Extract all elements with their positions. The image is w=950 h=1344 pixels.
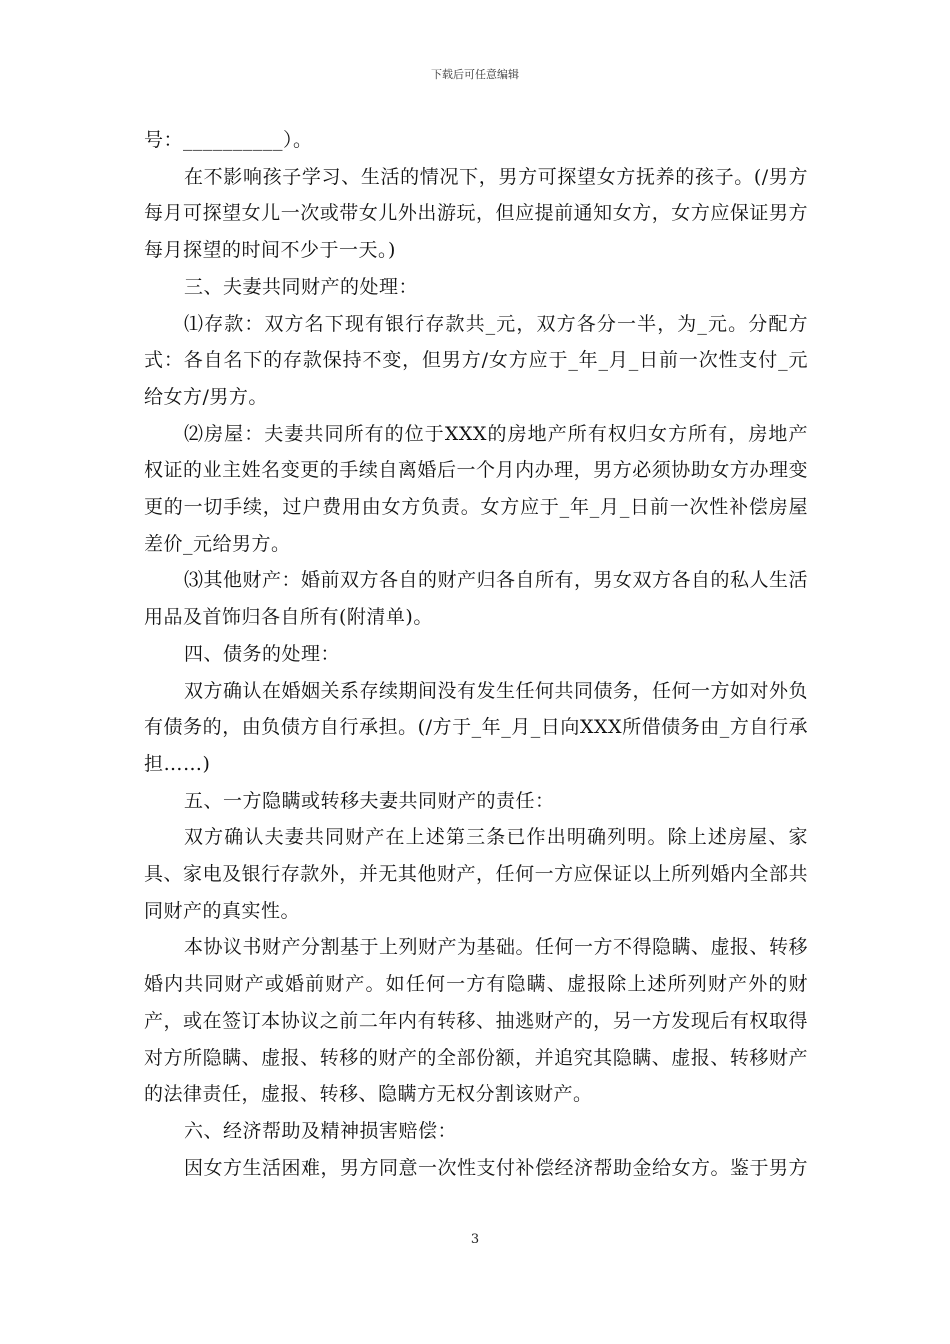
paragraph-savings: ⑴存款：双方名下现有银行存款共_元，双方各分一半，为_元。分配方式：各自名下的存款保持不变，但男方/女方应于_年_月_日前一次性支付_元给女方/男方。 <box>144 312 808 408</box>
section-heading-concealment: 五、一方隐瞒或转移夫妻共同财产的责任： <box>184 789 555 812</box>
page-number: 3 <box>470 1232 480 1247</box>
section-heading-debt: 四、债务的处理： <box>184 642 341 665</box>
page-header: 下载后可任意编辑 <box>431 68 519 81</box>
section-heading-property: 三、夫妻共同财产的处理： <box>184 275 419 298</box>
document-body <box>144 122 808 1186</box>
paragraph-property-confirmation: 双方确认夫妻共同财产在上述第三条已作出明确列明。除上述房屋、家具、家电及银行存款外，并无其他财产，任何一方应保证以上所列婚内全部共同财产的真实性。 <box>144 826 808 922</box>
paragraph-debt: 双方确认在婚姻关系存续期间没有发生任何共同债务，任何一方如对外负有债务的，由负债方自行承担。(/方于_年_月_日向XXX所借债务由_方自行承担……) <box>144 679 809 775</box>
paragraph-other-property: ⑶其他财产：婚前双方各自的财产归各自所有，男女双方各自的私人生活用品及首饰归各自所有(附清单)。 <box>144 569 809 629</box>
paragraph-visitation: 在不影响孩子学习、生活的情况下，男方可探望女方抚养的孩子。(/男方每月可探望女儿一次或带女儿外出游玩，但应提前通知女方，女方应保证男方每月探望的时间不少于一天。) <box>144 165 808 262</box>
paragraph-house: ⑵房屋：夫妻共同所有的位于XXX的房地产所有权归女方所有，房地产权证的业主姓名变更的手续自离婚后一个月内办理，男方必须协助女方办理变更的一切手续，过户费用由女方负责。女方应于_年_月_日前一次性补偿房屋差价_元给男方。 <box>144 422 808 555</box>
paragraph-concealment-liability: 本协议书财产分割基于上列财产为基础。任何一方不得隐瞒、虚报、转移婚内共同财产或婚前财产。如任何一方有隐瞒、虚报除上述所列财产外的财产，或在签订本协议之前二年内有转移、抽逃财产的，另一方发现后有权取得对方所隐瞒、虚报、转移的财产的全部份额，并追究其隐瞒、虚报、转移财产的法律责任，虚报、转移、隐瞒方无权分割该财产。 <box>144 936 809 1106</box>
paragraph-contact-number: 号：__________）。 <box>144 129 313 151</box>
section-heading-compensation: 六、经济帮助及精神损害赔偿： <box>184 1119 458 1142</box>
paragraph-compensation: 因女方生活困难，男方同意一次性支付补偿经济帮助金给女方。鉴于男方 <box>184 1156 809 1179</box>
